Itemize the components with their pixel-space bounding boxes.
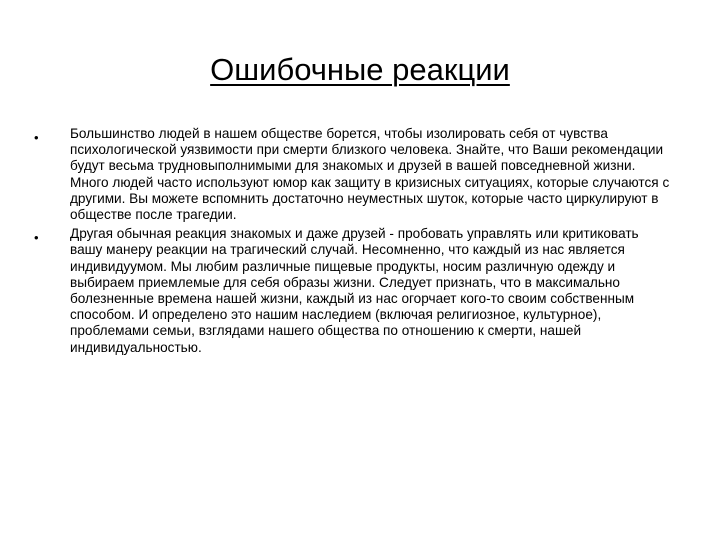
bullet-list bbox=[34, 126, 674, 359]
bullet-text: Большинство людей в нашем обществе борется, чтобы изолировать себя от чувства психологической уязвимости при смерти близкого человека. Знайте, что Ваши рекомендации будут весьма трудновыполнимыми для знакомых и друзей в вашей повседневной жизни. Много людей часто используют юмор как защиту в кризисных ситуациях, которые случаются с другими. Вы можете вспомнить достаточно неуместных шуток, которые часто циркулируют в обществе после трагедии. bbox=[70, 126, 670, 223]
slide-title: Ошибочные реакции bbox=[210, 52, 510, 87]
list-item bbox=[34, 126, 674, 223]
list-item bbox=[34, 226, 674, 356]
bullet-icon: • bbox=[34, 130, 39, 145]
bullet-text: Другая обычная реакция знакомых и даже друзей - пробовать управлять или критиковать вашу манеру реакции на трагический случай. Несомненно, что каждый из нас является индивидуумом. Мы любим различные пищевые продукты, носим различную одежду и выбираем приемлемые для себя образы жизни. Следует признать, что в максимально болезненные времена нашей жизни, каждый из нас огорчает кого-то своим собственным способом. И определено это нашим наследием (включая религиозное, культурное), проблемами семьи, взглядами нашего общества по отношению к смерти, нашей индивидуальностью. bbox=[70, 226, 639, 355]
bullet-icon: • bbox=[34, 230, 39, 246]
